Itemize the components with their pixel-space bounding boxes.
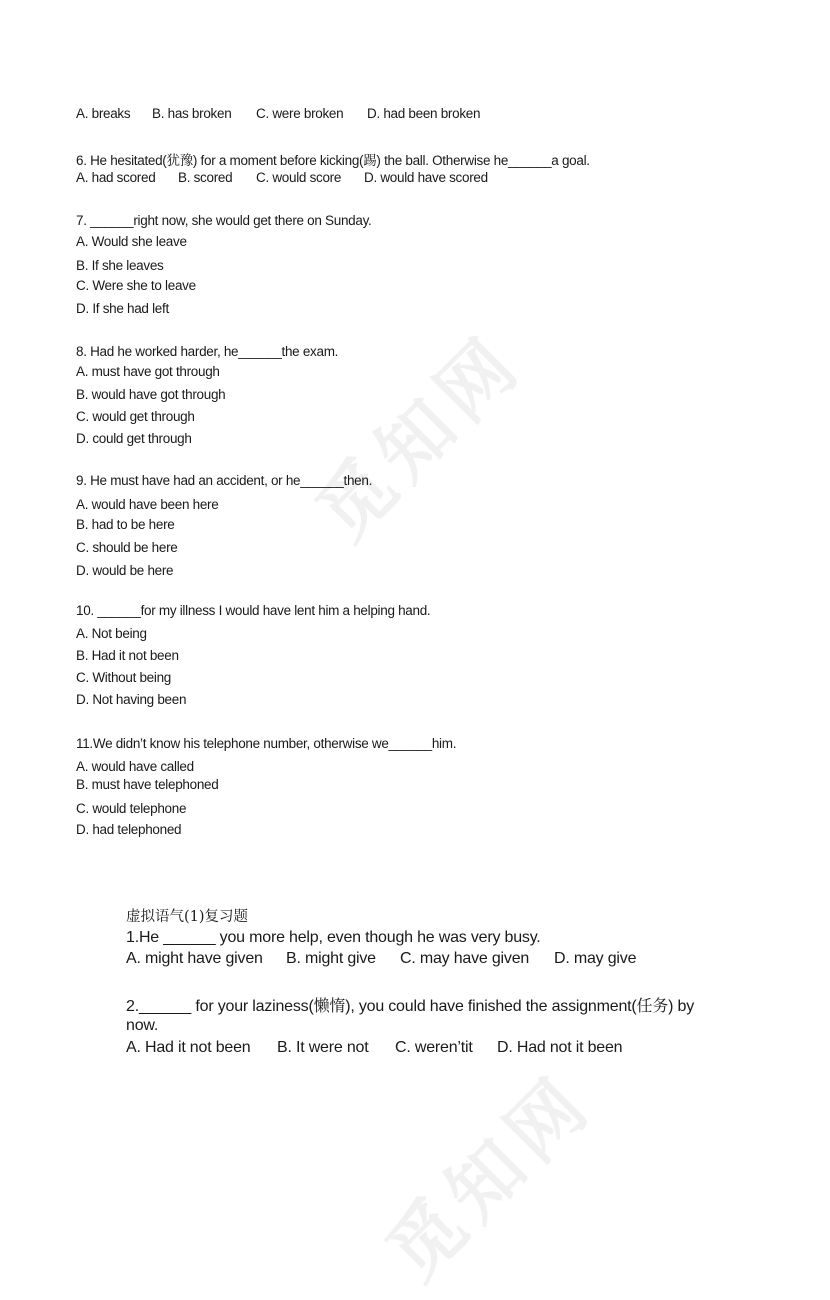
q8-option-d: D. could get through (76, 431, 192, 446)
watermark-bottom: 觅知网 (370, 1057, 610, 1297)
review-q1-stem: 1.He ______ you more help, even though he was very busy. (126, 929, 541, 946)
q5-option-d: D. had been broken (367, 106, 481, 121)
review-q1-option-a: A. might have given (126, 950, 263, 967)
review-q2-stem-cont: now. (126, 1017, 159, 1034)
review-q1-option-d: D. may give (554, 950, 637, 967)
q10-option-a: A. Not being (76, 626, 147, 641)
q7-option-d: D. If she had left (76, 301, 169, 316)
q9-stem: 9. He must have had an accident, or he______then. (76, 473, 373, 488)
q11-stem: 11.We didn’t know his telephone number, otherwise we______him. (76, 736, 457, 751)
q10-option-c: C. Without being (76, 670, 171, 685)
q8-option-a: A. must have got through (76, 364, 220, 379)
q10-option-b: B. Had it not been (76, 648, 179, 663)
q6-option-b: B. scored (178, 170, 233, 185)
q5-option-b: B. has broken (152, 106, 232, 121)
q6-option-a: A. had scored (76, 170, 156, 185)
q7-option-b: B. If she leaves (76, 258, 164, 273)
q8-stem: 8. Had he worked harder, he______the exam. (76, 344, 339, 359)
q9-option-d: D. would be here (76, 563, 174, 578)
q5-option-a: A. breaks (76, 106, 131, 121)
q11-option-a: A. would have called (76, 759, 194, 774)
review-q2-stem: 2.______ for your laziness(懒惰), you could have finished the assignment(任务) by (126, 998, 694, 1015)
review-q2-option-c: C. weren’tit (395, 1039, 473, 1056)
q8-option-c: C. would get through (76, 409, 195, 424)
q6-stem: 6. He hesitated(犹豫) for a moment before kicking(踢) the ball. Otherwise he______a goal. (76, 153, 590, 168)
q6-option-c: C. would score (256, 170, 342, 185)
q9-option-a: A. would have been here (76, 497, 219, 512)
q11-option-c: C. would telephone (76, 801, 187, 816)
q9-option-c: C. should be here (76, 540, 178, 555)
review-q1-option-b: B. might give (286, 950, 376, 967)
review-q2-option-d: D. Had not it been (497, 1039, 623, 1056)
q7-stem: 7. ______right now, she would get there on Sunday. (76, 213, 372, 228)
watermark: 觅知网 (300, 317, 540, 557)
review-q2-option-a: A. Had it not been (126, 1039, 251, 1056)
review-q2-option-b: B. It were not (277, 1039, 369, 1056)
q5-option-c: C. were broken (256, 106, 344, 121)
q10-option-d: D. Not having been (76, 692, 187, 707)
q6-option-d: D. would have scored (364, 170, 488, 185)
review-q1-option-c: C. may have given (400, 950, 530, 967)
q9-option-b: B. had to be here (76, 517, 175, 532)
q7-option-c: C. Were she to leave (76, 278, 196, 293)
q11-option-d: D. had telephoned (76, 822, 182, 837)
q10-stem: 10. ______for my illness I would have lent him a helping hand. (76, 603, 431, 618)
q8-option-b: B. would have got through (76, 387, 226, 402)
q11-option-b: B. must have telephoned (76, 777, 219, 792)
q7-option-a: A. Would she leave (76, 234, 187, 249)
review-title: 虚拟语气(1)复习题 (126, 909, 249, 925)
